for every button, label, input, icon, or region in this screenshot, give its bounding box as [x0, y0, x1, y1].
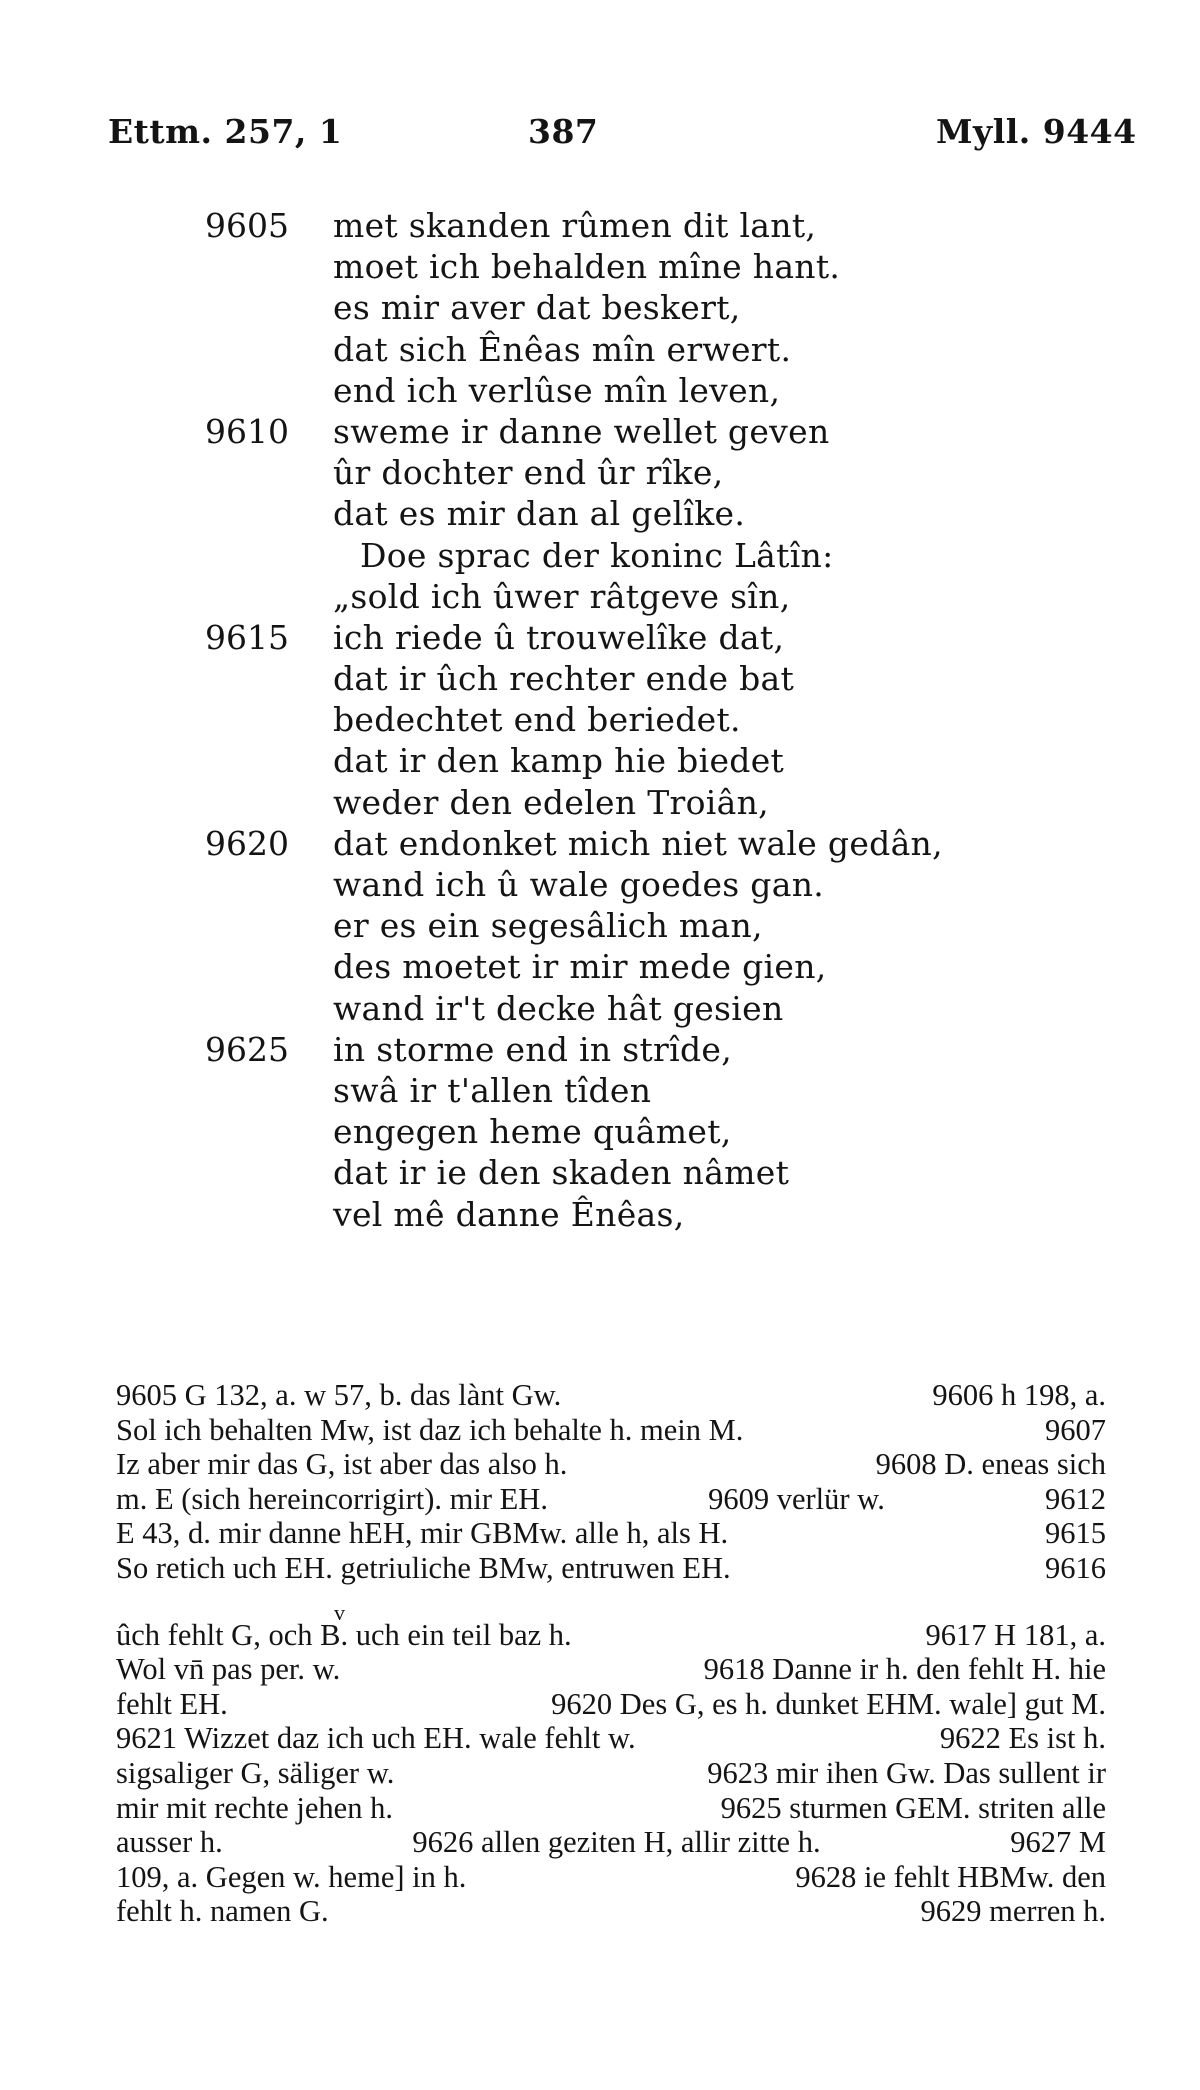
- running-header-left: Ettm. 257, 1: [108, 112, 343, 151]
- verse-text: wand ir't decke hât gesien: [333, 988, 784, 1028]
- verse-line: [0, 740, 1200, 781]
- verse-text: dat sich Ênêas mîn erwert.: [333, 329, 792, 369]
- verse-text: moet ich behalden mîne hant.: [333, 247, 841, 287]
- apparatus-entry: 9612: [1044, 1481, 1106, 1516]
- verse-text: bedechtet end beriedet.: [333, 700, 741, 740]
- apparatus-entry: 9623 mir ihen Gw. Das sullent ir: [707, 1755, 1106, 1790]
- verse-line: [0, 1029, 1200, 1070]
- apparatus-entry: ausser h.: [116, 1825, 223, 1860]
- apparatus-line: [116, 1482, 1106, 1517]
- verse-line: [0, 370, 1200, 411]
- running-header-right: Myll. 9444: [936, 112, 1137, 151]
- verse-line: [0, 782, 1200, 823]
- verse-line: [0, 1152, 1200, 1193]
- verse-line: [0, 617, 1200, 658]
- verse-line: [0, 1070, 1200, 1111]
- apparatus-line: [116, 1652, 1106, 1687]
- apparatus-line: [116, 1825, 1106, 1860]
- verse-text: es mir aver dat beskert,: [333, 288, 741, 328]
- verse-line: [0, 905, 1200, 946]
- verse-number: 9615: [205, 617, 289, 657]
- verse-number: 9610: [205, 411, 289, 451]
- verse-text: weder den edelen Troiân,: [333, 782, 769, 822]
- apparatus-entry: Iz aber mir das G, ist aber das also h.: [116, 1447, 568, 1482]
- apparatus-entry: 9609 verlür w.: [708, 1481, 885, 1516]
- apparatus-line: [116, 1413, 1106, 1448]
- apparatus-entry: 9618 Danne ir h. den fehlt H. hie: [703, 1652, 1106, 1687]
- verse-line: [0, 452, 1200, 493]
- verse-text: „sold ich ûwer râtgeve sîn,: [333, 576, 791, 616]
- apparatus-entry: 9616: [1045, 1550, 1106, 1585]
- verse-line: [0, 658, 1200, 699]
- verse-line: [0, 535, 1200, 576]
- apparatus-line: [116, 1756, 1106, 1791]
- apparatus-entry: So retich uch EH. getriuliche BMw, entruwen EH.: [116, 1550, 731, 1585]
- verse-text: wand ich û wale goedes gan.: [333, 865, 825, 904]
- verse-line: [0, 823, 1200, 864]
- verse-text: dat ir ûch rechter ende bat: [333, 659, 795, 699]
- apparatus-entry: E 43, d. mir danne hEH, mir GBMw. alle h, als H.: [116, 1516, 729, 1551]
- verse-line: [0, 864, 1200, 905]
- apparatus-entry: 9626 allen geziten H, allir zitte h.: [412, 1825, 821, 1860]
- apparatus-entry: 9622 Es ist h.: [939, 1721, 1106, 1756]
- apparatus-line: [116, 1894, 1106, 1929]
- apparatus-entry: Wol vn̄ pas per. w.: [116, 1652, 341, 1687]
- verse-text: vel mê danne Ênêas,: [333, 1194, 685, 1234]
- verse-block: [0, 205, 1200, 1235]
- apparatus-line: [116, 1551, 1106, 1586]
- verse-text: dat es mir dan al gelîke.: [333, 494, 746, 534]
- verse-text: dat endonket mich niet wale gedân,: [333, 823, 943, 863]
- apparatus-line: [116, 1860, 1106, 1895]
- apparatus-entry: sigsaliger G, säliger w.: [116, 1755, 395, 1790]
- apparatus-entry: 9621 Wizzet daz ich uch EH. wale fehlt w.: [116, 1721, 636, 1756]
- verse-text: ûr dochter end ûr rîke,: [333, 453, 724, 493]
- apparatus-line: [116, 1687, 1106, 1722]
- apparatus-entry: 9627 M: [1010, 1825, 1106, 1860]
- verse-line: [0, 411, 1200, 452]
- verse-text: ich riede û trouwelîke dat,: [333, 617, 785, 657]
- apparatus-entry: 9608 D. eneas sich: [875, 1447, 1106, 1482]
- verse-line: [0, 946, 1200, 987]
- apparatus-entry: ûch fehlt G, och B. uch ein teil baz h.: [116, 1617, 572, 1652]
- verse-line: [0, 988, 1200, 1029]
- apparatus-entry: m. E (sich hereincorrigirt). mir EH.: [116, 1481, 548, 1516]
- apparatus-line: [116, 1721, 1106, 1756]
- apparatus-entry: 9606 h 198, a.: [932, 1378, 1106, 1412]
- verse-line: [0, 246, 1200, 287]
- verse-number: 9605: [205, 206, 289, 245]
- verse-text: met skanden rûmen dit lant,: [333, 206, 817, 245]
- insertion-caret: v: [334, 1600, 345, 1625]
- verse-line: [0, 205, 1200, 246]
- verse-text: dat ir ie den skaden nâmet: [333, 1153, 790, 1193]
- apparatus-entry: mir mit rechte jehen h.: [116, 1790, 393, 1825]
- apparatus-entry: Sol ich behalten Mw, ist daz ich behalte h. mein M.: [116, 1412, 744, 1447]
- apparatus-entry: 9629 merren h.: [920, 1894, 1106, 1929]
- verse-text: des moetet ir mir mede gien,: [333, 947, 827, 987]
- page-number: 387: [528, 112, 599, 151]
- verse-text: Doe sprac der koninc Lâtîn:: [360, 535, 834, 575]
- verse-line: [0, 287, 1200, 328]
- verse-line: [0, 576, 1200, 617]
- verse-text: in storme end in strîde,: [333, 1029, 733, 1069]
- apparatus-line: [116, 1618, 1106, 1653]
- apparatus-entry: 9607: [1045, 1412, 1106, 1447]
- verse-line: [0, 329, 1200, 370]
- verse-text: end ich verlûse mîn leven,: [333, 370, 781, 410]
- verse-line: [0, 1111, 1200, 1152]
- verse-text: sweme ir danne wellet geven: [333, 411, 830, 451]
- apparatus-entry: 9625 sturmen GEM. striten alle: [720, 1790, 1106, 1825]
- verse-text: engegen heme quâmet,: [333, 1112, 732, 1152]
- verse-line: [0, 493, 1200, 534]
- apparatus-entry: fehlt h. namen G.: [116, 1894, 329, 1929]
- verse-text: dat ir den kamp hie biedet: [333, 741, 785, 781]
- apparatus-entry: 109, a. Gegen w. heme] in h.: [116, 1859, 467, 1894]
- apparatus-line: [116, 1378, 1106, 1413]
- verse-number: 9620: [205, 823, 289, 863]
- verse-line: [0, 699, 1200, 740]
- apparatus-entry: 9617 H 181, a.: [925, 1617, 1106, 1652]
- verse-text: swâ ir t'allen tîden: [333, 1070, 652, 1110]
- verse-number: 9625: [205, 1029, 289, 1069]
- critical-apparatus: [116, 1378, 1106, 1929]
- verse-line: [0, 1194, 1200, 1235]
- verse-text: er es ein segesâlich man,: [333, 906, 763, 946]
- apparatus-line: [116, 1791, 1106, 1826]
- apparatus-line: [116, 1447, 1106, 1482]
- apparatus-entry: 9620 Des G, es h. dunket EHM. wale] gut M.: [551, 1686, 1106, 1721]
- apparatus-entry: fehlt EH.: [116, 1686, 228, 1721]
- apparatus-line: [116, 1516, 1106, 1551]
- apparatus-entry: 9628 ie fehlt HBMw. den: [795, 1859, 1106, 1894]
- apparatus-entry: 9615: [1045, 1516, 1106, 1551]
- apparatus-entry: 9605 G 132, a. w 57, b. das lànt Gw.: [116, 1378, 562, 1412]
